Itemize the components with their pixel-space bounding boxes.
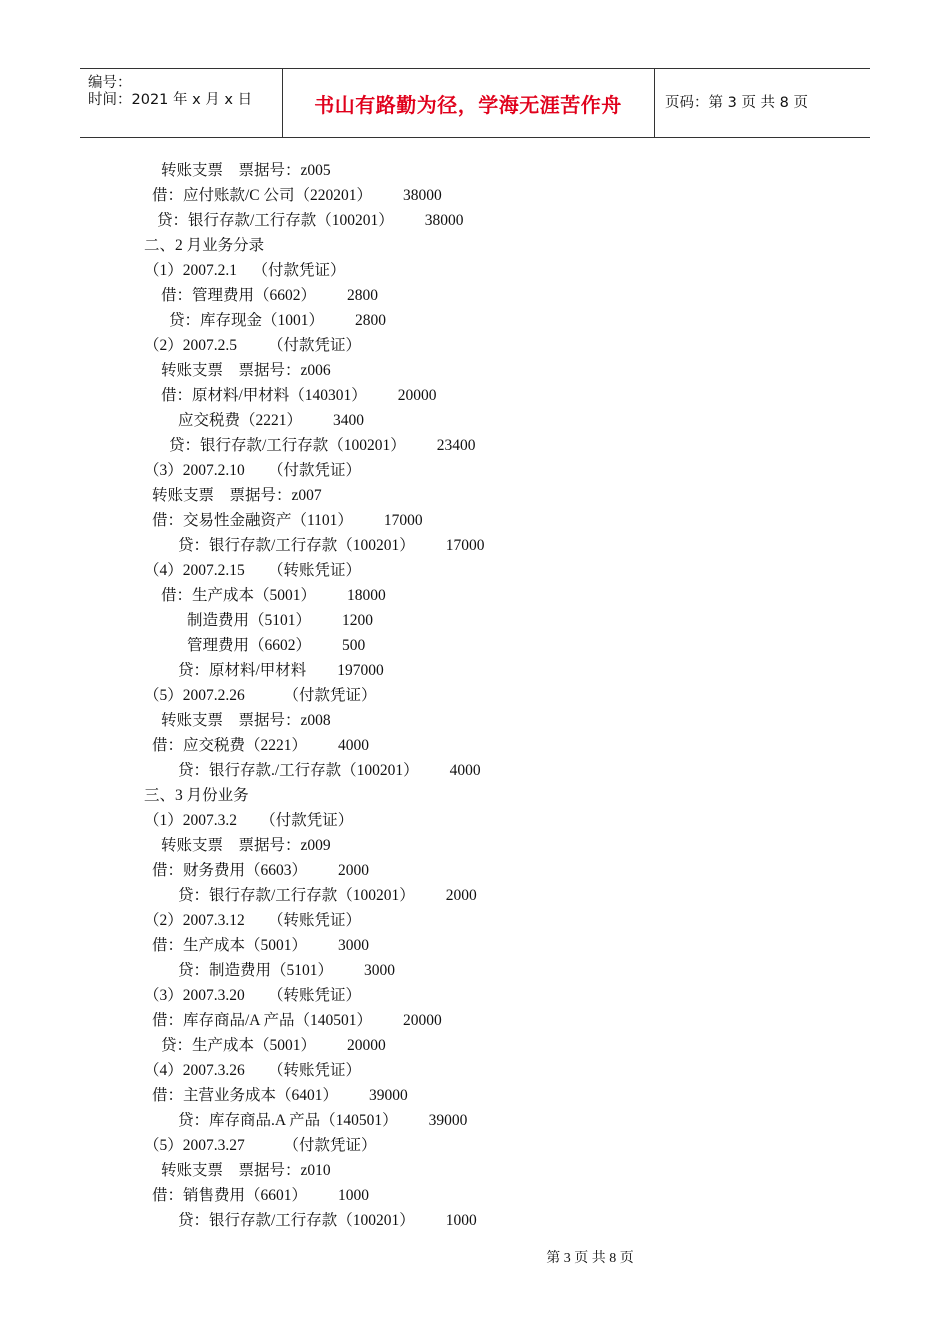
entry-line: 借：财务费用（6603） 2000 [152, 862, 370, 879]
entry-line: 应交税费（2221） 3400 [178, 412, 365, 429]
entry-line: 贷：银行存款/工行存款（100201） 23400 [169, 437, 476, 454]
entry-line: （3）2007.2.10 （付款凭证） [144, 462, 362, 479]
entry-line: 贷：生产成本（5001） 20000 [161, 1037, 386, 1054]
entry-line: 贷：银行存款./工行存款（100201） 4000 [178, 762, 481, 779]
entry-line: 贷：银行存款/工行存款（100201） 38000 [157, 212, 464, 229]
header-middle-cell [282, 69, 655, 137]
entry-line: （3）2007.3.20 （转账凭证） [144, 987, 362, 1004]
entry-line: 借：库存商品/A 产品（140501） 20000 [152, 1012, 442, 1029]
entry-line: （4）2007.2.15 （转账凭证） [144, 562, 362, 579]
footer-page-number: 第 3 页 共 8 页 [546, 1251, 634, 1266]
entry-line: 贷：库存商品.A 产品（140501） 39000 [178, 1112, 468, 1129]
entry-line: 贷：银行存款/工行存款（100201） 1000 [178, 1212, 477, 1229]
document-number-label: 编号： [88, 75, 132, 91]
entry-line: 贷：制造费用（5101） 3000 [178, 962, 396, 979]
entry-line: （1）2007.2.1 （付款凭证） [144, 262, 346, 279]
entry-line: 借：应交税费（2221） 4000 [152, 737, 370, 754]
entry-line: 贷：原材料/甲材料 197000 [178, 662, 384, 679]
entry-line: （5）2007.2.26 （付款凭证） [144, 687, 377, 704]
entry-line: 转账支票 票据号：z006 [161, 362, 331, 379]
entry-line: 借：生产成本（5001） 3000 [152, 937, 370, 954]
entry-line: 借：管理费用（6602） 2800 [161, 287, 379, 304]
entry-line: 转账支票 票据号：z005 [161, 162, 331, 179]
header-right-cell [655, 69, 870, 137]
entry-line: 借：交易性金融资产（1101） 17000 [152, 512, 423, 529]
entry-line: 贷：库存现金（1001） 2800 [169, 312, 387, 329]
entry-line: （5）2007.3.27 （付款凭证） [144, 1137, 377, 1154]
entry-line: 转账支票 票据号：z009 [161, 837, 331, 854]
section-heading: 三、3 月份业务 [144, 787, 249, 804]
page-footer [0, 1247, 950, 1267]
entry-line: （4）2007.3.26 （转账凭证） [144, 1062, 362, 1079]
entry-line: 管理费用（6602） 500 [187, 637, 366, 654]
entry-line: 借：生产成本（5001） 18000 [161, 587, 386, 604]
entry-line: 转账支票 票据号：z008 [161, 712, 331, 729]
entry-line: 贷：银行存款/工行存款（100201） 2000 [178, 887, 477, 904]
page-header [80, 68, 870, 138]
entry-line: （1）2007.3.2 （付款凭证） [144, 812, 354, 829]
document-time-label: 时间：2021 年 x 月 x 日 [88, 92, 253, 108]
entry-line: 借：应付账款/C 公司（220201） 38000 [152, 187, 442, 204]
header-motto: 书山有路勤为径，学海无涯苦作舟 [314, 92, 622, 117]
entry-line: 借：销售费用（6601） 1000 [152, 1187, 370, 1204]
entry-line: （2）2007.3.12 （转账凭证） [144, 912, 362, 929]
entry-line: 借：主营业务成本（6401） 39000 [152, 1087, 408, 1104]
header-left-cell [80, 69, 283, 137]
entry-line: 贷：银行存款/工行存款（100201） 17000 [178, 537, 485, 554]
entry-line: 转账支票 票据号：z007 [152, 487, 322, 504]
entry-line: 制造费用（5101） 1200 [187, 612, 374, 629]
entry-line: 转账支票 票据号：z010 [161, 1162, 331, 1179]
entry-line: 借：原材料/甲材料（140301） 20000 [161, 387, 437, 404]
section-heading: 二、2 月业务分录 [144, 237, 265, 254]
header-page-label: 页码：第 3 页 共 8 页 [665, 95, 808, 111]
entry-line: （2）2007.2.5 （付款凭证） [144, 337, 362, 354]
